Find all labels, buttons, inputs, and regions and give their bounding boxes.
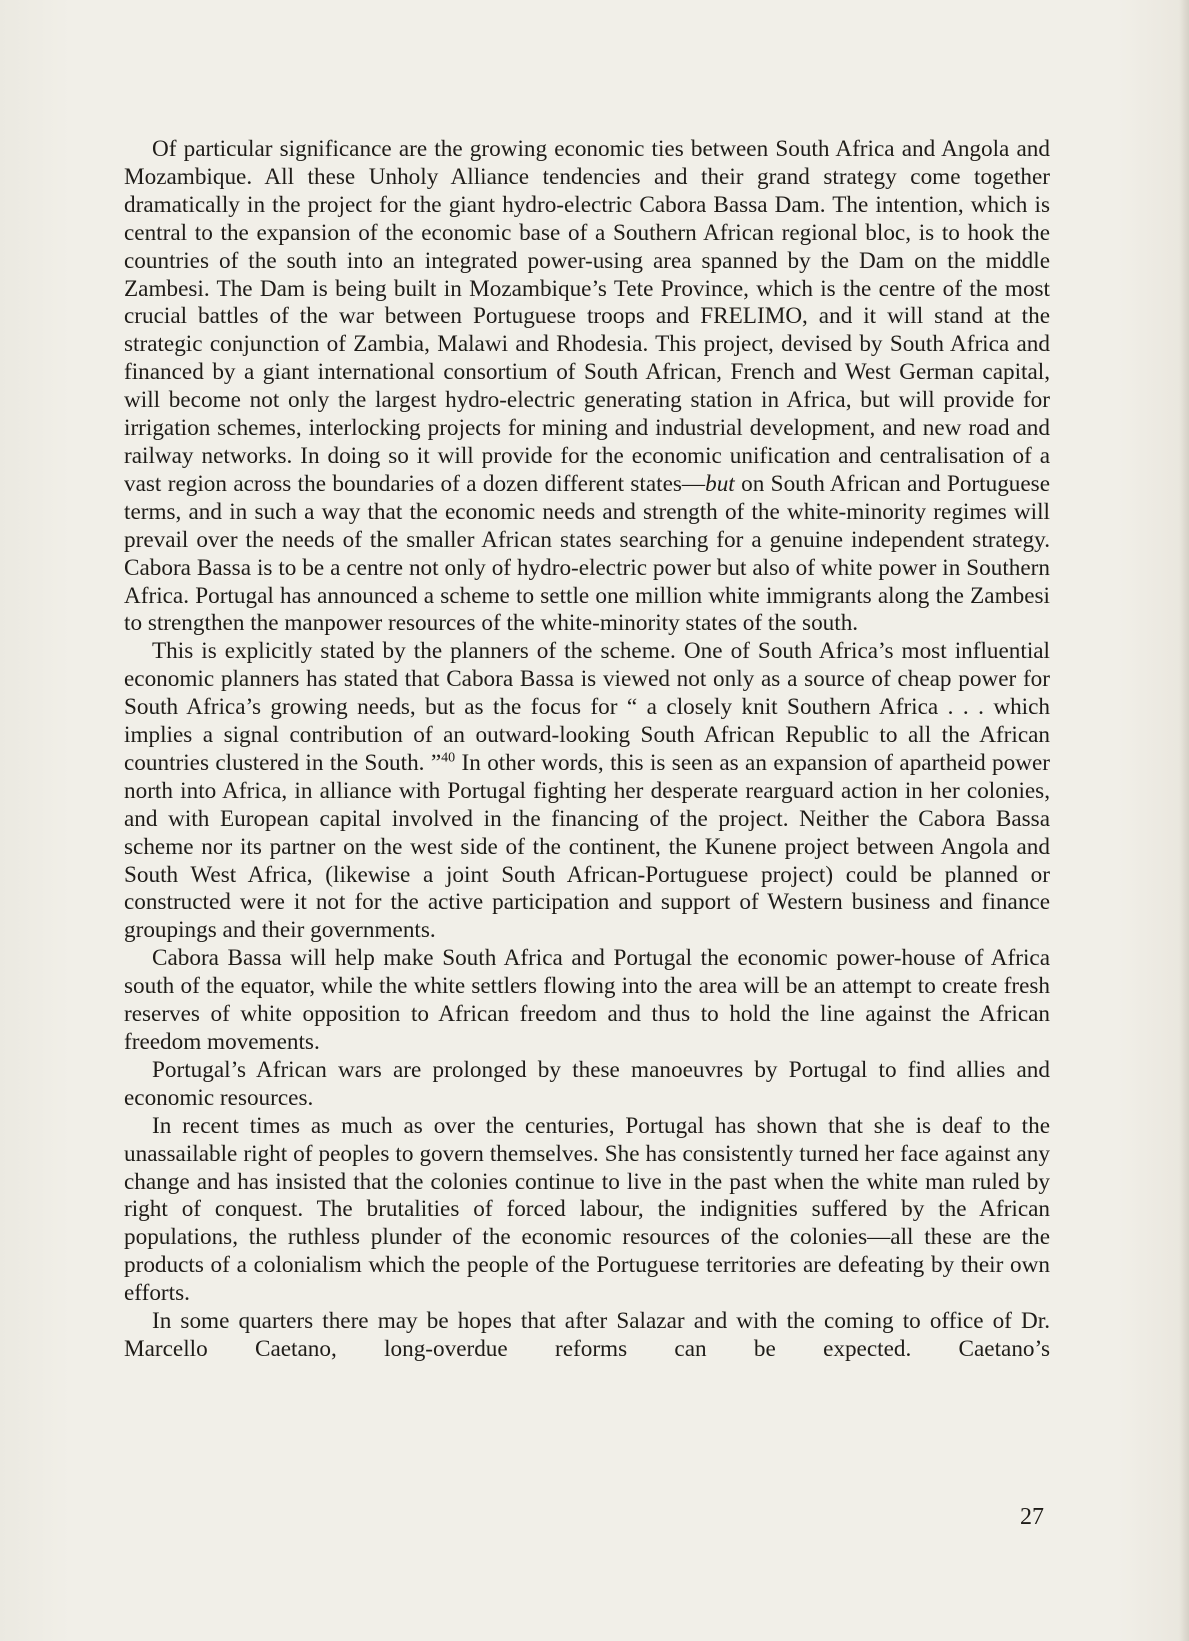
text-segment: In some quarters there may be hopes that after Salazar and with the coming to office of Dr. Marcello Caetano, long-overdue reforms can be expected. Caetano’s: [124, 1308, 1050, 1362]
text-segment: In recent times as much as over the centuries, Portugal has shown that she is deaf to the unassailable right of peoples to govern themselves. She has consistently turned her face against any change and has insisted that the colonies continue to live in the past when the white man ruled by right of conquest. The brutalities of forced labour, the indignities suffered by the African populations, the ruthless plunder of the economic resources of the colonies—all these are the products of a colonialism which the people of the Portuguese territories are defeating by their own efforts.: [124, 1112, 1050, 1307]
body-text: [124, 136, 1050, 1364]
text-segment: This is explicitly stated by the planners of the scheme. One of South Africa’s most influential economic planners has stated that Cabora Bassa is viewed not only as a source of cheap power for South Africa’s growing needs, but as the focus for “ a closely knit Southern Africa . . . which implies a signal contribution of an outward-looking South African Republic to all the African countries clustered in the South. ”: [124, 638, 1050, 776]
text-segment: on South African and Portuguese terms, and in such a way that the economic needs and strength of the white-minority regimes will prevail over the needs of the smaller African states searching for a genuine independent strategy. Cabora Bassa is to be a centre not only of hydro-electric power but also of white power in Southern Africa. Portugal has announced a scheme to settle one million white immigrants along the Zambesi to strengthen the manpower resources of the white-minority states of the south.: [124, 470, 1050, 637]
text-segment: Portugal’s African wars are prolonged by these manoeuvres by Portugal to find allies and economic resources.: [124, 1056, 1050, 1111]
paragraph-wars-prolonged: [124, 1057, 1050, 1113]
paragraph-planners: [124, 638, 1050, 945]
paragraph-power-house: [124, 945, 1050, 1057]
paragraph-caetano: [124, 1308, 1050, 1364]
text-segment: Of particular significance are the growing economic ties between South Africa and Angola and Mozambique. All these Unholy Alliance tendencies and their grand strategy come together dramatically in the project for the giant hydro-electric Cabora Bassa Dam. The intention, which is central to the expansion of the economic base of a Southern African regional bloc, is to hook the countries of the south into an integrated power-using area spanned by the Dam on the middle Zambesi. The Dam is being built in Mozambique’s Tete Province, which is the centre of the most crucial battles of the war between Portuguese troops and FRELIMO, and it will stand at the strategic conjunction of Zambia, Malawi and Rhodesia. This project, devised by South Africa and financed by a giant international consortium of South African, French and West German capital, will become not only the largest hydro-electric generating station in Africa, but will provide for irrigation schemes, interlocking projects for mining and industrial development, and new road and railway networks. In doing so it will provide for the economic unification and centralisation of a vast region across the boundaries of a dozen different states—: [124, 136, 1050, 497]
text-segment: In other words, this is seen as an expansion of apartheid power north into Africa, in alliance with Portugal fighting her desperate rearguard action in her colonies, and with European capital involved in the financing of the project. Neither the Cabora Bassa scheme nor its partner on the west side of the continent, the Kunene project between Angola and South West Africa, (likewise a joint South African-Portuguese project) could be planned or constructed were it not for the active participation and support of Western business and finance groupings and their governments.: [124, 749, 1050, 944]
paragraph-recent-times: [124, 1113, 1050, 1308]
page-edge-shadow: [1179, 0, 1189, 1641]
text-segment: Cabora Bassa will help make South Africa and Portugal the economic power-house of Africa south of the equator, while the white settlers flowing into the area will be an attempt to create fresh reserves of white opposition to African freedom and thus to hold the line against the African freedom movements.: [124, 945, 1050, 1055]
paragraph-cabora-bassa: [124, 136, 1050, 638]
page-number: 27: [1020, 1504, 1044, 1530]
footnote-ref-40: 40: [441, 750, 456, 766]
emphasis-but: but: [705, 470, 735, 497]
